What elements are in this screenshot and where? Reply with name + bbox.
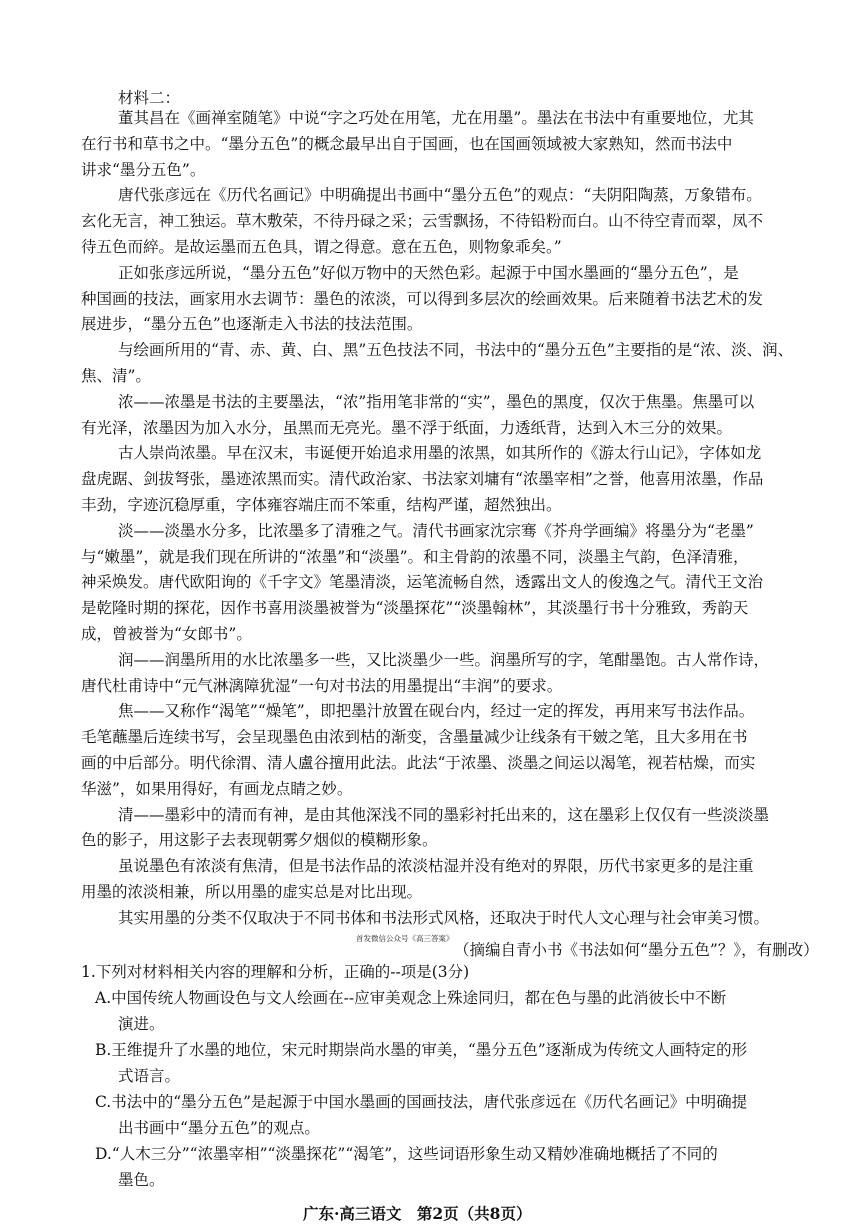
text-line: 有光泽，浓墨因为加入水分，虽黑而无亮光。墨不浮于纸面，力透纸背，达到入木三分的效果。 <box>81 418 733 437</box>
option-c <box>95 1089 868 1141</box>
text-line: 演进。 <box>118 1014 165 1033</box>
page-footer: 广东·高三语文 第2页（共8页） <box>303 1203 532 1223</box>
text-line: 董其昌在《画禅室随笔》中说“字之巧处在用笔，尤在用墨”。墨法在书法中有重要地位，尤其 <box>118 109 754 127</box>
paragraph <box>81 183 868 260</box>
text-line: 唐代杜甫诗中“元气淋漓障犹湿”一句对书法的用墨提出“丰润”的要求。 <box>81 676 563 695</box>
text-line: 焦、清”。 <box>81 366 151 385</box>
text-line: 与绘画所用的“青、赤、黄、白、黑”五色技法不同，书法中的“墨分五色”主要指的是“浓、淡、润、 <box>118 341 794 360</box>
paragraph <box>81 338 868 390</box>
text-line: 成，曾被誉为“女郎书”。 <box>81 624 252 643</box>
text-line: B.王维提升了水墨的地位，宋元时期崇尚水墨的审美，“墨分五色”逐渐成为传统文人画特定的形 <box>95 1040 748 1059</box>
paragraph <box>81 106 868 183</box>
text-line: 焦——又称作“渴笔”“燥笔”，即把墨汁放置在砚台内，经过一定的挥发，再用来写书法作品。 <box>118 702 755 721</box>
paragraph <box>81 854 868 906</box>
question-stem: 1.下列对材料相关内容的理解和分析，正确的--项是(3分) <box>81 962 470 981</box>
option-b <box>95 1037 868 1089</box>
text-line: 其实用墨的分类不仅取决于不同书体和书法形式风格，还取决于时代人文心理与社会审美习惯。 <box>118 908 770 927</box>
paragraph <box>81 699 868 802</box>
text-line: 展进步，“墨分五色”也逐渐走入书法的技法范围。 <box>81 315 423 334</box>
paragraph <box>81 390 868 442</box>
paragraph <box>81 803 868 855</box>
text-line: 唐代张彦远在《历代名画记》中明确提出书画中“墨分五色”的观点：“夫阴阳陶蒸，万象错布。 <box>118 186 762 205</box>
text-line: 用墨的浓淡相兼，所以用墨的虚实总是对比出现。 <box>81 882 423 901</box>
option-d <box>95 1141 868 1193</box>
text-line: 盘虎踞、剑拔弩张，墨迹浓黑而实。清代政治家、书法家刘墉有“浓墨宰相”之誉，他喜用浓墨，作品 <box>81 470 764 489</box>
text-line: 出书画中“墨分五色”的观点。 <box>118 1118 320 1137</box>
text-line: 润——润墨所用的水比浓墨多一些，又比淡墨少一些。润墨所写的字，笔酣墨饱。古人常作诗， <box>118 650 770 669</box>
paragraph <box>81 441 868 518</box>
text-line: 浓——浓墨是书法的主要墨法，“浓”指用笔非常的“实”，墨色的黑度，仅次于焦墨。焦墨可以 <box>118 392 755 411</box>
text-line: 神采焕发。唐代欧阳询的《千字文》笔墨清淡，运笔流畅自然，透露出文人的俊逸之气。清代王文治 <box>81 573 764 592</box>
text-line: 画的中后部分。明代徐渭、清人盧谷擅用此法。此法“于浓墨、淡墨之间运以渴笔，视若枯燥，而实 <box>81 753 756 772</box>
text-line: D.“人木三分”“浓墨宰相”“淡墨探花”“渴笔”，这些词语形象生动又精妙准确地概括了不同的 <box>95 1144 718 1163</box>
text-line: 在行书和草书之中。“墨分五色”的概念最早出自于国画，也在国画领域被大家熟知，然而书法中 <box>81 134 733 153</box>
text-line: 是乾隆时期的探花，因作书喜用淡墨被誉为“淡墨探花”“淡墨翰林”，其淡墨行书十分雅致，秀韵天 <box>81 599 749 618</box>
paragraph <box>81 906 868 932</box>
text-line: 丰劲，字迹沉稳厚重，字体雍容端庄而不笨重，结构严谨，超然独出。 <box>81 495 562 514</box>
paragraph <box>81 648 868 700</box>
paragraph <box>81 261 868 338</box>
paragraph <box>81 519 868 648</box>
watermark-text: 首发微信公众号《高三答案》 <box>356 933 454 943</box>
option-a <box>95 985 868 1037</box>
text-line: 待五色而綷。是故运墨而五色具，谓之得意。意在五色，则物象乖矣。” <box>81 237 562 256</box>
text-line: 清——墨彩中的清而有神，是由其他深浅不同的墨彩衬托出来的，这在墨彩上仅仅有一些淡淡墨 <box>118 805 770 824</box>
text-line: 毛笔蘸墨后连续书写，会呈现墨色由浓到枯的渐变，含墨量减少让线条有干皴之笔，且大多用在书 <box>81 728 748 747</box>
text-line: 淡——淡墨水分多，比浓墨多了清雅之气。清代书画家沈宗骞《芥舟学画编》将墨分为“老墨” <box>118 521 754 540</box>
text-line: C.书法中的“墨分五色”是起源于中国水墨画的国画技法，唐代张彦远在《历代名画记》中明确提 <box>95 1092 748 1111</box>
text-line: 讲求“墨分五色”。 <box>81 160 206 179</box>
text-line: 华滋”，如果用得好，有画龙点睛之妙。 <box>81 779 353 798</box>
material-heading: 材料二： <box>118 89 181 107</box>
text-line: 玄化无言，神工独运。草木敷荣，不待丹碌之采；云雪飘扬，不待铅粉而白。山不待空青而翠，凤不 <box>81 212 764 231</box>
text-line: 色的影子，用这影子去表现朝雾夕烟似的模糊形象。 <box>81 831 438 850</box>
text-line: A.中国传统人物画设色与文人绘画在--应审美观念上殊途同归，都在色与墨的此消彼长中不断 <box>95 988 727 1007</box>
text-line: 与“嫩墨”，就是我们现在所讲的“浓墨”和“淡墨”。和主骨韵的浓墨不同，淡墨主气韵，色泽清雅， <box>81 547 749 566</box>
text-line: 古人崇尚浓墨。早在汉末，韦诞便开始追求用墨的浓黑，如其所作的《游太行山记》，字体如龙 <box>118 444 762 463</box>
text-line: 虽说墨色有浓淡有焦清，但是书法作品的浓淡枯湿并没有绝对的界限，历代书家更多的是注重 <box>118 857 754 876</box>
text-line: 墨色。 <box>118 1170 165 1189</box>
text-line: 种国画的技法，画家用水去调节：墨色的浓淡，可以得到多层次的绘画效果。后来随着书法艺术的发 <box>81 289 764 308</box>
text-line: 正如张彦远所说，“墨分五色”好似万物中的天然色彩。起源于中国水墨画的“墨分五色”，是 <box>118 263 739 282</box>
source-credit: （摘编自青小书《书法如何“墨分五色”？》，有删改） <box>454 940 819 959</box>
text-line: 式语言。 <box>118 1066 181 1085</box>
